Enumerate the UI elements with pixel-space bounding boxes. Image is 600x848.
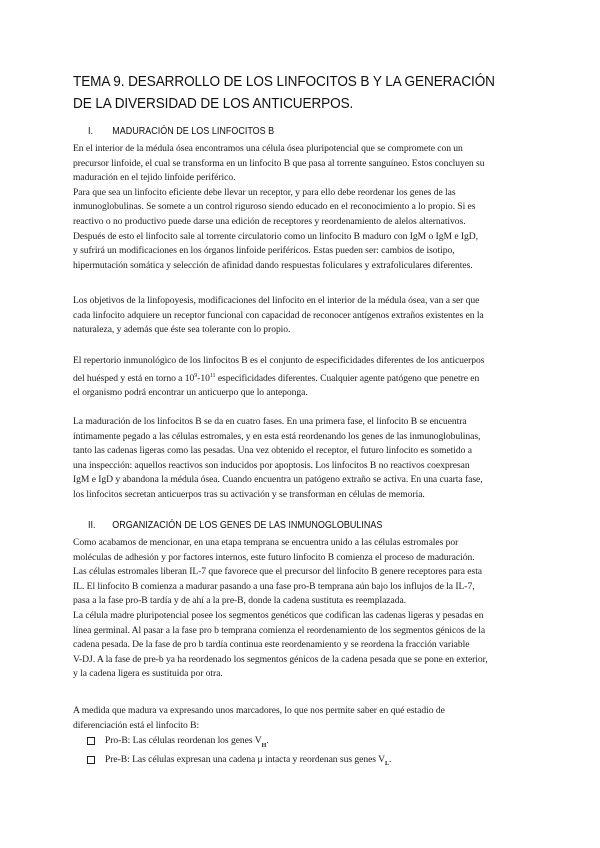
checkbox-bullet-icon: [87, 737, 95, 745]
paragraph: [73, 294, 529, 338]
section-title: ORGANIZACIÓN DE LOS GENES DE LAS INMUNOGLOBULINAS: [112, 520, 383, 531]
checkbox-bullet-icon: [87, 756, 95, 764]
text-line: maduración en el tejido linfoide periférico.: [73, 172, 236, 184]
paragraph: [73, 536, 529, 682]
text-line: cada linfocito adquiere un receptor funcional con capacidad de reconocer antígenos extraños existentes en la: [73, 309, 484, 321]
text-line: La maduración de los linfocitos B se da en cuatro fases. En una primera fase, el linfocito B se encuentra: [73, 416, 467, 427]
section-heading-1: [88, 126, 274, 137]
text-line: línea germinal. Al pasar a la fase pro b temprana comienza el reordenamiento de los segmentos génicos de la: [73, 624, 486, 636]
paragraph: [73, 415, 529, 503]
text-line: Los objetivos de la linfopoyesis, modificaciones del linfocito en el interior de la médula ósea, van a ser que: [73, 295, 480, 306]
text-line: Como acabamos de mencionar, en una etapa temprana se encuentra unido a las células estromales por: [73, 537, 459, 548]
text-line: Las células estromales liberan IL-7 que favorece que el precursor del linfocito B genere receptores para esta: [73, 566, 483, 578]
page-title: TEMA 9. DESARROLLO DE LOS LINFOCITOS B Y LA GENERACIÓN DE LA DIVERSIDAD DE LOS ANTICUERPOS.: [73, 74, 495, 112]
section-title: MADURACIÓN DE LOS LINFOCITOS B: [112, 126, 275, 137]
text-line: íntimamente pegado a las células estromales, y en esta está reordenando los genes de las inmunoglobulinas,: [73, 430, 481, 442]
text-line: y la cadena ligera es sustituida por otra.: [73, 668, 223, 680]
list-item-text: Pro-B: Las células reordenan los genes $V_H$.: [105, 735, 269, 749]
text-line: IL. El linfocito B comienza a madurar pasando a una fase pro-B temprana aún bajo los influjos de la IL-7,: [73, 580, 475, 592]
text-line: Después de esto el linfocito sale al torrente circulatorio como un linfocito B maduro con IgM o IgM e IgD,: [73, 230, 478, 242]
text-line: los linfocitos secretan anticuerpos tras su activación y se transforman en células de memoria.: [73, 488, 425, 500]
paragraph: [73, 354, 529, 401]
text-line: hipermutación somática y selección de afinidad dando respuestas foliculares y extrafoliculares diferentes.: [73, 259, 473, 271]
text-line: A medida que madura va expresando unos marcadores, lo que nos permite saber en qué estadio de: [73, 705, 445, 716]
text-line: y sufrirá un modificaciones en los órganos linfoide periféricos. Estas pueden ser: cambios de isotipo,: [73, 245, 455, 257]
bullet-list: [73, 734, 529, 771]
text-line: En el interior de la médula ósea encontramos una célula ósea pluripotencial que se compromete con un: [73, 143, 463, 154]
text-line: diferenciación está el linfocito B:: [73, 719, 200, 731]
list-item: [87, 753, 529, 772]
subscript: L: [385, 761, 389, 768]
text-line: La célula madre pluripotencial posee los segmentos genéticos que codifican las cadenas ligeras y pesadas en: [73, 609, 484, 621]
text-line: V-DJ. A la fase de pre-b ya ha reordenado los segmentos génicos de la cadena pesada que se pone en exterior,: [73, 653, 488, 665]
list-item-text: Pre-B: Las células expresan una cadena μ intacta y reordenan sus genes $V_L$.: [105, 753, 392, 768]
text-line: cadena pesada. De la fase de pro b tardía continua este reordenamiento y se reordena la fracción variable: [73, 639, 470, 651]
section-heading-2: [88, 520, 382, 531]
paragraph: [73, 704, 529, 733]
text-line: IgM e IgD y abandona la médula ósea. Cuando encuentra un patógeno extraño se activa. En una cuarta fase,: [73, 474, 483, 486]
paragraph: [73, 142, 529, 273]
text-line: Para que sea un linfocito eficiente debe llevar un receptor, y para ello debe reordenar los genes de las: [73, 186, 456, 198]
text-line: inmunoglobulinas. Se somete a un control riguroso siendo educado en el reconocimiento a lo propio. Si es: [73, 201, 476, 213]
text-line: reactivo o no productivo puede darse una edición de receptores y reordenamiento de alelos alternativos.: [73, 215, 466, 227]
text-line: una inspección: aquellos reactivos son inducidos por apoptosis. Los linfocitos B no reactivos coexpresan: [73, 459, 470, 471]
text-line: El repertorio inmunológico de los linfocitos B es el conjunto de especificidades diferentes de los anticuerpos: [73, 355, 485, 366]
list-item: [87, 734, 529, 753]
section-number: I.: [88, 126, 94, 137]
text-line: el organismo podrá encontrar un anticuerpo que lo anteponga.: [73, 387, 308, 399]
text-line: del huésped y está en torno a $10^9-10^{11}$ especificidades diferentes. Cualquier agente patógeno que penetre en: [73, 372, 480, 384]
text-line: naturaleza, y además que éste sea tolerante con lo propio.: [73, 324, 291, 336]
section-number: II.: [88, 520, 96, 531]
text-line: moléculas de adhesión y por factores internos, este futuro linfocito B comienza el proceso de maduración.: [73, 551, 475, 563]
text-line: precursor linfoide, el cual se transforma en un linfocito B que pasa al torrente sanguíneo. Estos concluyen su: [73, 157, 485, 169]
superscript: 9: [194, 372, 198, 379]
superscript: 11: [209, 372, 216, 379]
subscript: H: [261, 742, 267, 749]
text-line: tanto las cadenas ligeras como las pesadas. Una vez obtenido el receptor, el futuro linfocito es sometido a: [73, 445, 472, 457]
text-line: pasa a la fase pro-B tardía y de ahí a la pre-B, donde la cadena sustituta es reemplazada.: [73, 595, 406, 607]
